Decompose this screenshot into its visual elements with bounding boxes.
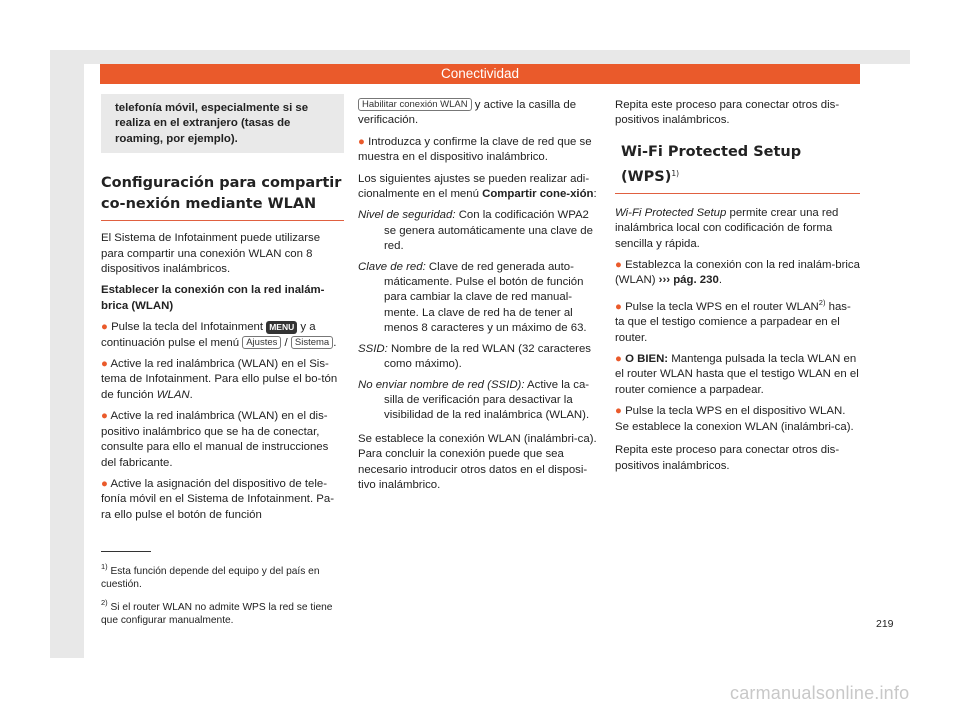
step-3 (101, 409, 344, 471)
bullet-icon: ● (615, 353, 622, 366)
bullet-icon: ● (615, 300, 622, 313)
paragraph-text: y active la casilla de verificación. (358, 99, 577, 127)
step-2 (101, 357, 344, 403)
paragraph-habilitar (358, 98, 601, 129)
footnotes (101, 560, 346, 632)
definition-desc: Con la codificación WPA2 se genera automáticamente una clave de red. (384, 209, 593, 253)
footnote-rule (101, 551, 151, 552)
step-wps-device (615, 404, 860, 435)
section-heading: Configuración para compartir co-nexión mediante WLAN (101, 175, 342, 213)
definition-term: No enviar nombre de red (SSID): (358, 378, 525, 391)
step-text: Mantenga pulsada la tecla WLAN en el router WLAN hasta que el testigo WLAN en el router comience a parpadear. (615, 353, 859, 396)
bullet-icon: ● (101, 410, 108, 423)
definition-term: SSID: (358, 342, 388, 355)
step-1 (101, 320, 344, 351)
step-wps-router (615, 295, 860, 346)
paragraph-established: Se establece la conexión WLAN (inalámbri-ca). Para concluir la conexión puede que sea necesario introducir otros datos en el disposi-tivo inalámbrico. (358, 432, 597, 491)
subheading: Establecer la conexión con la red inalám-brica (WLAN) (101, 284, 325, 312)
step-text: Active la red inalámbrica (WLAN) en el Sis-tema de Infotainment. Para ello pulse el bo-tón de función (101, 358, 338, 401)
step-text: Active la asignación del dispositivo de tele-fonía móvil en el Sistema de Infotainment. Pa-ra ello pulse el botón de función (101, 477, 334, 521)
section-heading-wrap (101, 173, 344, 221)
bullet-icon: ● (615, 405, 622, 418)
wps-term: Wi-Fi Protected Setup (615, 206, 727, 219)
wps-heading-wrap (615, 142, 860, 194)
page-number: 219 (876, 618, 894, 630)
step-connect (615, 258, 860, 289)
sistema-key: Sistema (291, 336, 333, 349)
definition-term: Nivel de seguridad: (358, 209, 456, 222)
ajustes-key: Ajustes (242, 336, 281, 349)
wps-heading (621, 142, 860, 188)
paragraph-text: Los siguientes ajustes se pueden realizar adi-cionalmente en el menú (358, 172, 590, 201)
step-or (615, 352, 860, 398)
chapter-header: Conectividad (100, 64, 860, 84)
page-reference-link[interactable]: ››› pág. 230 (658, 274, 719, 287)
menu-key: MENU (266, 321, 297, 334)
watermark: carmanualsonline.info (730, 683, 910, 703)
paragraph-repeat-2: Repita este proceso para conectar otros dis-positivos inalámbricos. (615, 444, 840, 472)
definition-desc: Active la ca-silla de verificación para desactivar la visibilidad de la red inalámbrica (WLAN). (384, 378, 590, 422)
definition-item (358, 378, 601, 424)
footnote-text: Si el router WLAN no admite WPS la red se tiene que configurar manualmente. (101, 602, 333, 626)
paragraph-repeat: Repita este proceso para conectar otros dis-positivos inalámbricos. (615, 99, 840, 127)
note-box: telefonía móvil, especialmente si se realiza en el extranjero (tasas de roaming, por ejemplo). (101, 94, 344, 153)
step-text: has-ta que el testigo comience a parpadear en el router. (615, 300, 851, 344)
footnote (101, 596, 346, 627)
step-text: Establezca la conexión con la red inalám-brica (WLAN) (615, 259, 860, 287)
menu-name: Compartir cone-xión (482, 188, 594, 201)
step-text: Active la red inalámbrica (WLAN) en el dis-positivo inalámbrico que se ha de conectar, consulte para ello el manual de instrucciones del fabricante. (101, 410, 329, 469)
paragraph-wps (615, 206, 860, 252)
step-text: Pulse la tecla WPS en el router WLAN (625, 300, 819, 313)
step-text: Pulse la tecla WPS en el dispositivo WLAN. Se establece la conexion WLAN (inalámbri-ca). (615, 405, 854, 433)
definition-term: Clave de red: (358, 260, 426, 273)
footnote-mark: 2) (101, 598, 108, 607)
wlan-function-label: WLAN (156, 388, 190, 401)
footnote-mark: 1) (101, 562, 108, 571)
paragraph-end: : (593, 188, 597, 201)
step-end: . (189, 388, 193, 401)
habilitar-key: Habilitar conexión WLAN (358, 98, 472, 111)
column-3 (615, 98, 860, 480)
wps-heading-text: Wi-Fi Protected Setup (WPS) (621, 143, 802, 185)
definition-item (358, 260, 601, 337)
column-2 (358, 98, 601, 499)
separator: / (284, 336, 288, 349)
step-end: . (718, 274, 722, 287)
bullet-icon: ● (101, 477, 108, 490)
definition-desc: Clave de red generada auto-máticamente. Pulse el botón de función para cambiar la clave de red manual-mente. La clave de red ha de tener al menos 8 caracteres y un máximo de 63. (384, 260, 587, 335)
bullet-icon: ● (615, 259, 622, 272)
step-text: Introduzca y confirme la clave de red que se muestra en el dispositivo inalámbrico. (358, 135, 592, 164)
footnote (101, 560, 346, 591)
paragraph-settings (358, 172, 601, 203)
intro-paragraph: El Sistema de Infotainment puede utilizarse para compartir una conexión WLAN con 8 dispositivos inalámbricos. (101, 232, 321, 276)
bullet-icon: ● (101, 358, 108, 371)
footnote-mark: 2) (818, 297, 826, 307)
or-label: O BIEN: (625, 353, 669, 366)
footnote-text: Esta función depende del equipo y del país en cuestión. (101, 566, 320, 590)
paragraph-text: permite crear una red inalámbrica local con codificación de forma sencilla y rápida. (615, 206, 839, 250)
footnote-mark: 1) (671, 168, 680, 178)
step-confirm (358, 135, 601, 166)
bullet-icon: ● (101, 321, 108, 334)
step-end: . (333, 336, 337, 349)
bullet-icon: ● (358, 135, 365, 148)
step-4 (101, 477, 344, 523)
step-text: y a continuación pulse el menú (101, 321, 316, 349)
definition-item (358, 342, 601, 373)
definition-item (358, 208, 601, 254)
column-1 (101, 94, 344, 529)
definition-desc: Nombre de la red WLAN (32 caracteres como máximo). (384, 342, 591, 371)
step-text: Pulse la tecla del Infotainment (111, 321, 264, 334)
